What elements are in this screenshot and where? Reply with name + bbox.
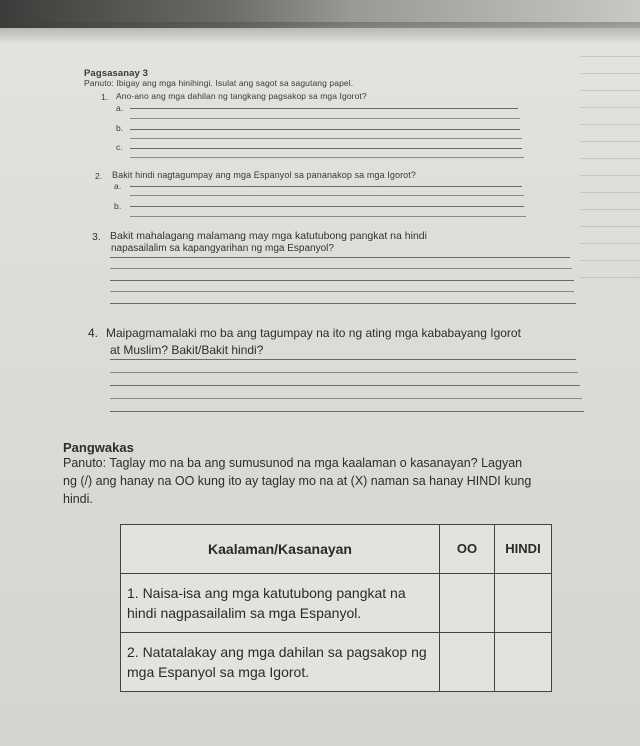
next-page-edge [580,40,640,280]
q1-number: 1. [101,92,109,102]
photo-shadow [0,22,640,44]
q3-answer-line-2[interactable] [110,268,572,269]
row2-hindi-cell[interactable] [495,633,552,692]
q4-answer-line-5[interactable] [110,411,584,412]
q4-answer-line-1[interactable] [110,359,576,360]
pangwakas-instructions-line2: ng (/) ang hanay na OO kung ito ay taglay mo na at (X) naman sa hanay HINDI kung [63,474,532,488]
q3-text-line1: Bakit mahalagang malamang may mga katutubong pangkat na hindi [110,230,427,242]
q4-number: 4. [88,326,99,340]
section-title: Pagsasanay 3 [84,68,149,79]
header-kaalaman: Kaalaman/Kasanayan [121,525,440,574]
q2-answer-a-label: a. [114,181,122,191]
q1-answer-a-label: a. [116,103,124,113]
q1-answer-a-line[interactable] [130,108,518,109]
header-hindi: HINDI [495,525,552,574]
q4-text-line1: Maipagmamalaki mo ba ang tagumpay na ito ng ating mga kababayang Igorot [106,326,521,340]
q2-answer-b-line-2[interactable] [130,216,526,217]
row2-skill: 2. Natatalakay ang mga dahilan sa pagsakop ng mga Espanyol sa mga Igorot. [121,633,440,692]
q1-answer-c-label: c. [116,142,123,152]
q2-answer-b-line[interactable] [130,206,524,207]
q2-answer-a-line-2[interactable] [130,195,524,196]
q1-answer-a-line-2[interactable] [130,118,520,119]
q4-answer-line-2[interactable] [110,372,578,373]
q3-number: 3. [92,231,101,243]
self-assessment-table [120,524,552,692]
pangwakas-instructions-line3: hindi. [63,492,93,506]
q3-text-line2: napasailalim sa kapangyarihan ng mga Espanyol? [111,243,334,254]
q3-answer-line-5[interactable] [110,303,576,304]
q4-text-line2: at Muslim? Bakit/Bakit hindi? [110,343,264,357]
table-header-row [121,525,552,574]
pangwakas-instructions-line1: Panuto: Taglay mo na ba ang sumusunod na mga kaalaman o kasanayan? Lagyan [63,456,523,470]
q1-answer-c-line-2[interactable] [130,157,524,158]
q4-answer-line-3[interactable] [110,385,580,386]
q3-answer-line-1[interactable] [110,257,570,258]
q3-answer-line-4[interactable] [110,291,574,292]
q1-text: Ano-ano ang mga dahilan ng tangkang pagsakop sa mga Igorot? [116,91,367,101]
row1-skill: 1. Naisa-isa ang mga katutubong pangkat na hindi nagpasailalim sa mga Espanyol. [121,574,440,633]
q2-text: Bakit hindi nagtagumpay ang mga Espanyol sa pananakop sa mga Igorot? [112,170,416,180]
q1-answer-b-line[interactable] [130,129,520,130]
q1-answer-b-line-2[interactable] [130,138,522,139]
section-instructions: Panuto: Ibigay ang mga hinihingi. Isulat ang sagot sa sagutang papel. [84,78,354,88]
q1-answer-c-line[interactable] [130,148,522,149]
q2-answer-a-line[interactable] [130,186,522,187]
q1-answer-b-label: b. [116,123,124,133]
table-row [121,633,552,692]
q4-answer-line-4[interactable] [110,398,582,399]
row2-oo-cell[interactable] [440,633,495,692]
q2-answer-b-label: b. [114,201,122,211]
header-oo: OO [440,525,495,574]
table-row [121,574,552,633]
q2-number: 2. [95,171,103,181]
row1-hindi-cell[interactable] [495,574,552,633]
q3-answer-line-3[interactable] [110,280,574,281]
pangwakas-heading: Pangwakas [63,440,134,455]
row1-oo-cell[interactable] [440,574,495,633]
